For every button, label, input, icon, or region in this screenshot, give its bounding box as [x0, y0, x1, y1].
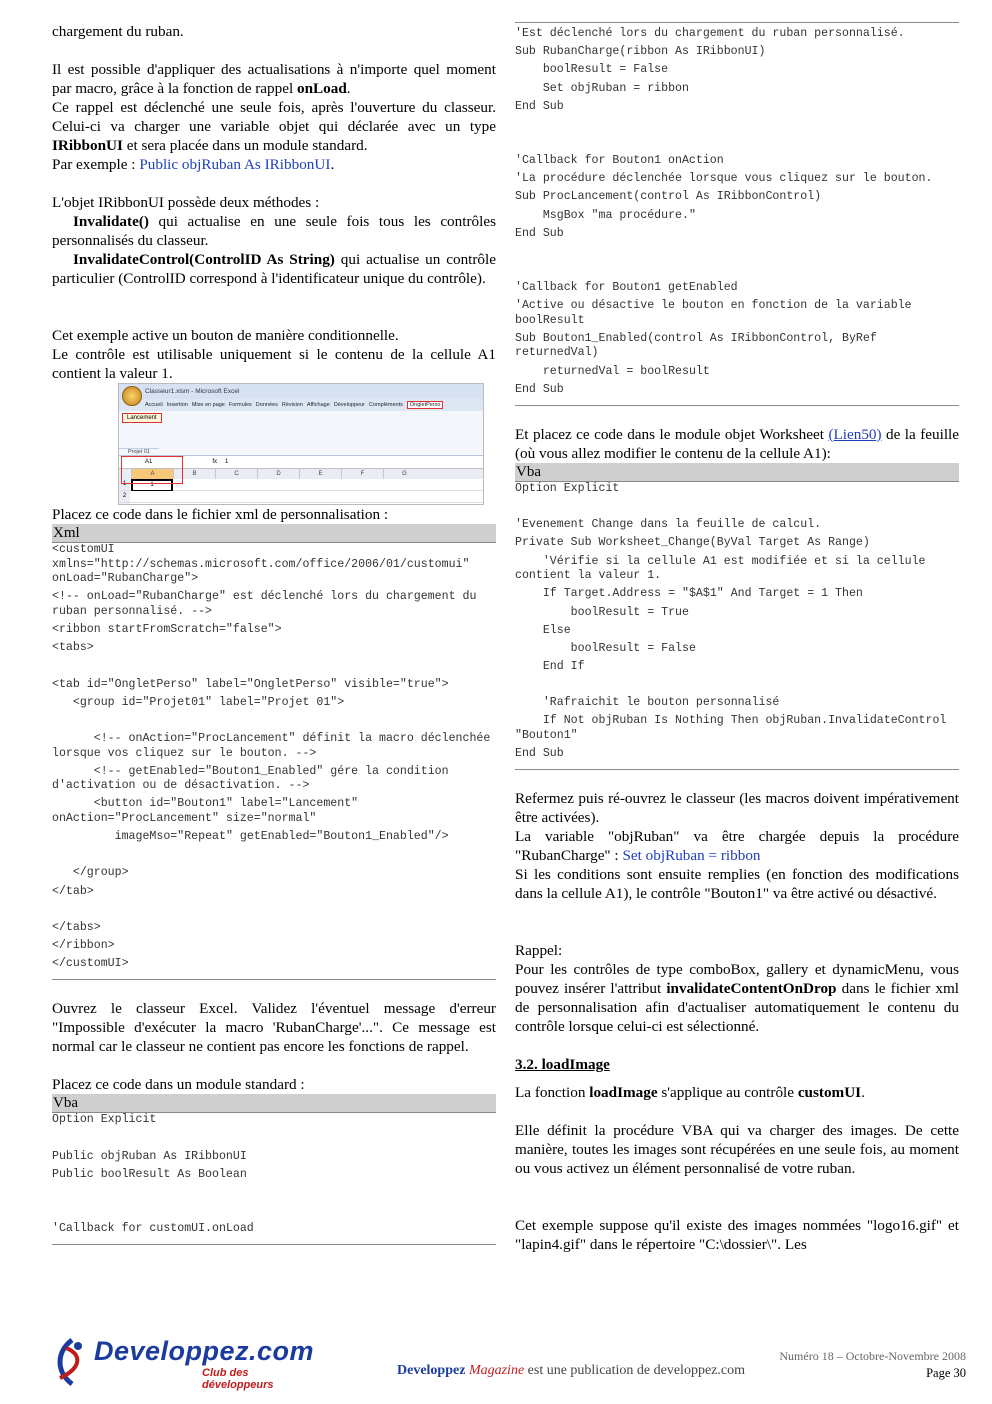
- code-line: boolResult = True: [515, 605, 689, 619]
- office-button-icon: [122, 386, 142, 406]
- code-language-label: Xml: [52, 524, 496, 543]
- code-line: [52, 660, 496, 678]
- code-line: </group>: [52, 866, 129, 880]
- code-line: Option Explicit: [515, 482, 620, 495]
- code-line: boolResult = False: [515, 641, 696, 655]
- code-line: [52, 1132, 496, 1150]
- paragraph: Rappel:: [515, 942, 563, 960]
- code-line: boolResult = False: [515, 63, 669, 77]
- vba-code-block: [515, 22, 959, 406]
- code-line: <button id="Bouton1" label="Lancement" onAction="ProcLancement" size="normal": [52, 797, 366, 826]
- code-line: 'Est déclenché lors du chargement du ruban personnalisé.: [515, 27, 905, 40]
- formula-bar: A1 fx 1: [119, 456, 483, 469]
- code-line: [515, 118, 959, 136]
- code-line: imageMso="Repeat" getEnabled="Bouton1_Enabled"/>: [52, 830, 449, 844]
- code-line: If Target.Address = "$A$1" And Target = 1 Then: [515, 587, 863, 601]
- code-line: If Not objRuban Is Nothing Then objRuban.InvalidateControl "Bouton1": [515, 714, 954, 743]
- column-headers: A B C D E F G: [119, 469, 483, 479]
- paragraph: Il est possible d'appliquer des actualisations à n'importe quel moment par macro, grâce à la fonction de rappel onLoad.: [52, 61, 496, 97]
- paragraph: Pour les contrôles de type comboBox, gallery et dynamicMenu, vous pouvez insérer l'attribut invalidateContentOnDrop dans le fichier xml de personnalisation afin d'actualiser automatiquement le contenu du contrôle lorsque celui-ci est sélectionné.: [515, 961, 960, 1036]
- paragraph: Cet exemple active un bouton de manière conditionnelle.: [52, 327, 399, 344]
- code-line: [52, 903, 496, 921]
- paragraph: Et placez ce code dans le module objet Worksheet (Lien50) de la feuille (où vous allez modifier le contenu de la cellule A1):: [515, 426, 959, 462]
- paragraph: Le contrôle est utilisable uniquement si le contenu de la cellule A1 contient la valeur 1.: [52, 346, 496, 382]
- vba-code-block: [515, 482, 959, 770]
- code-line: End Sub: [515, 747, 564, 761]
- page-number: Page 30: [926, 1366, 966, 1380]
- issue-info: Numéro 18 – Octobre-Novembre 2008 Page 30: [779, 1349, 966, 1380]
- code-line: 'Evenement Change dans la feuille de calcul.: [515, 518, 822, 532]
- paragraph: Elle définit la procédure VBA qui va charger des images. De cette manière, toutes les images sont récupérées en une seule fois, au moment ou vous activez un élément personnalisé de votre ruban.: [515, 1122, 959, 1178]
- section-heading: 3.2. loadImage: [515, 1056, 610, 1074]
- code-line: [52, 1186, 496, 1204]
- code-line: <customUI xmlns="http://schemas.microsoft.com/office/2006/01/customui" onLoad="RubanCharge">: [52, 543, 477, 586]
- code-line: <!-- getEnabled="Bouton1_Enabled" gére la condition d'activation ou de désactivation. -->: [52, 764, 456, 793]
- code-line: <tab id="OngletPerso" label="OngletPerso" visible="true">: [52, 677, 449, 691]
- code-line: 'La procédure déclenchée lorsque vous cliquez sur le bouton.: [515, 172, 933, 186]
- sheet-row: 1 1: [119, 479, 483, 491]
- code-line: Else: [515, 623, 571, 637]
- lancement-button: Lancement: [122, 413, 162, 423]
- lien50-link[interactable]: (Lien50): [828, 426, 882, 443]
- xml-code-block: [52, 543, 496, 980]
- code-language-label: Vba: [52, 1094, 496, 1113]
- code-line: 'Vérifie si la cellule A1 est modifiée et si la cellule contient la valeur 1.: [515, 554, 933, 583]
- paragraph: InvalidateControl(ControlID As String) qui actualise un contrôle particulier (ControlID correspond à l'identificateur unique du contrôle).: [52, 251, 496, 287]
- sheet-row: [119, 503, 483, 505]
- code-line: Public objRuban As IRibbonUI: [52, 1149, 247, 1163]
- code-line: Private Sub Worksheet_Change(ByVal Target As Range): [515, 536, 870, 550]
- code-line: <group id="Projet01" label="Projet 01">: [52, 695, 345, 709]
- developpez-logo-icon: [52, 1338, 92, 1386]
- code-line: 'Callback for Bouton1 getEnabled: [515, 280, 738, 294]
- left-column: [52, 22, 496, 1245]
- paragraph: Cet exemple suppose qu'il existe des images nommées "logo16.gif" et "lapin4.gif" dans le répertoire "C:\dossier\". Les: [515, 1217, 959, 1254]
- code-line: [515, 678, 959, 696]
- paragraph: La variable "objRuban" va être chargée depuis la procédure "RubanCharge" : Set objRuban = ribbon: [515, 828, 959, 865]
- code-line: </ribbon>: [52, 939, 115, 952]
- page-footer: [0, 1330, 992, 1400]
- code-line: [515, 245, 959, 263]
- code-line: Public boolResult As Boolean: [52, 1167, 247, 1181]
- paragraph: Si les conditions sont ensuite remplies (en fonction des modifications dans la cellule A1), le contrôle "Bouton1" va être activé ou désactivé.: [515, 866, 959, 903]
- paragraph: La fonction loadImage s'applique au contrôle customUI.: [515, 1084, 865, 1102]
- code-line: <!-- onLoad="RubanCharge" est déclenché lors du chargement du ruban personnalisé. -->: [52, 590, 484, 618]
- code-line: MsgBox "ma procédure.": [515, 208, 696, 222]
- cell-a1: 1: [131, 479, 173, 492]
- paragraph: Invalidate() qui actualise en une seule fois tous les contrôles personnalisés du classeur.: [52, 213, 496, 249]
- right-column: [515, 22, 959, 1254]
- paragraph: Ouvrez le classeur Excel. Validez l'éventuel message d'erreur "Impossible d'exécuter la macro 'RubanCharge'...". Ce message est normal car le classeur ne contient pas encore les fonctions de rappel.: [52, 1000, 496, 1056]
- code-line: Set objRuban = ribbon: [515, 81, 689, 95]
- code-line: [52, 1204, 496, 1222]
- excel-ribbon-screenshot: [118, 383, 484, 505]
- code-line: Sub RubanCharge(ribbon As IRibbonUI): [515, 45, 766, 59]
- code-line: End Sub: [515, 382, 564, 396]
- code-line: End If: [515, 660, 585, 674]
- code-language-label: Vba: [515, 463, 959, 482]
- code-line: [515, 263, 959, 281]
- paragraph: Ce rappel est déclenché une seule fois, après l'ouverture du classeur. Celui-ci va charger une variable objet qui déclarée avec un type IRibbonUI et sera placée dans un module standard.: [52, 99, 496, 154]
- code-line: [515, 136, 959, 154]
- code-line: Sub ProcLancement(control As IRibbonControl): [515, 190, 822, 204]
- code-line: Option Explicit: [52, 1113, 157, 1127]
- paragraph: Placez ce code dans le fichier xml de personnalisation :: [52, 506, 389, 523]
- developpez-logo: Developpez.com Club des développeurs: [52, 1336, 312, 1388]
- highlight-box: [121, 456, 183, 484]
- sheet-row: 2: [119, 491, 483, 503]
- code-line: <ribbon startFromScratch="false">: [52, 623, 282, 637]
- code-line: returnedVal = boolResult: [515, 364, 710, 378]
- group-label: Projet 01: [119, 448, 159, 455]
- publication-line: Developpez Magazine est une publication de developpez.com: [397, 1363, 745, 1378]
- vba-code-block: [52, 1113, 496, 1245]
- code-line: [52, 714, 496, 732]
- paragraph: L'objet IRibbonUI possède deux méthodes :: [52, 194, 320, 211]
- ribbon-panel: [119, 411, 483, 456]
- code-line: 'Callback for Bouton1 onAction: [515, 153, 724, 167]
- paragraph: chargement du ruban.: [52, 23, 184, 40]
- code-line: 'Callback for customUI.onLoad: [52, 1221, 254, 1235]
- code-line: </tab>: [52, 884, 94, 898]
- code-line: End Sub: [515, 99, 564, 113]
- code-line: 'Active ou désactive le bouton en fonction de la variable boolResult: [515, 299, 919, 327]
- paragraph: Par exemple : Public objRuban As IRibbonUI.: [52, 156, 335, 173]
- code-line: [515, 500, 959, 518]
- tab-onglet-perso: OngletPerso: [407, 401, 444, 409]
- code-line: End Sub: [515, 226, 564, 240]
- code-line: </customUI>: [52, 957, 129, 971]
- paragraph: Placez ce code dans un module standard :: [52, 1076, 305, 1094]
- code-line: <tabs>: [52, 641, 94, 655]
- ribbon-tabs: Accueil Insertion Mise en page Formules Données Révision Affichage Développeur Compléments OngletPerso: [119, 399, 483, 411]
- code-line: Sub Bouton1_Enabled(control As IRibbonControl, ByRef returnedVal): [515, 331, 884, 360]
- code-line: </tabs>: [52, 920, 101, 934]
- code-line: 'Rafraichit le bouton personnalisé: [515, 696, 780, 710]
- paragraph: Refermez puis ré-ouvrez le classeur (les macros doivent impérativement être activées).: [515, 790, 959, 827]
- code-line: [52, 848, 496, 866]
- excel-title-bar: Classeur1.xlsm - Microsoft Excel: [119, 384, 483, 399]
- code-line: <!-- onAction="ProcLancement" définit la macro déclenchée lorsque vos cliquez sur le bouton. -->: [52, 731, 498, 760]
